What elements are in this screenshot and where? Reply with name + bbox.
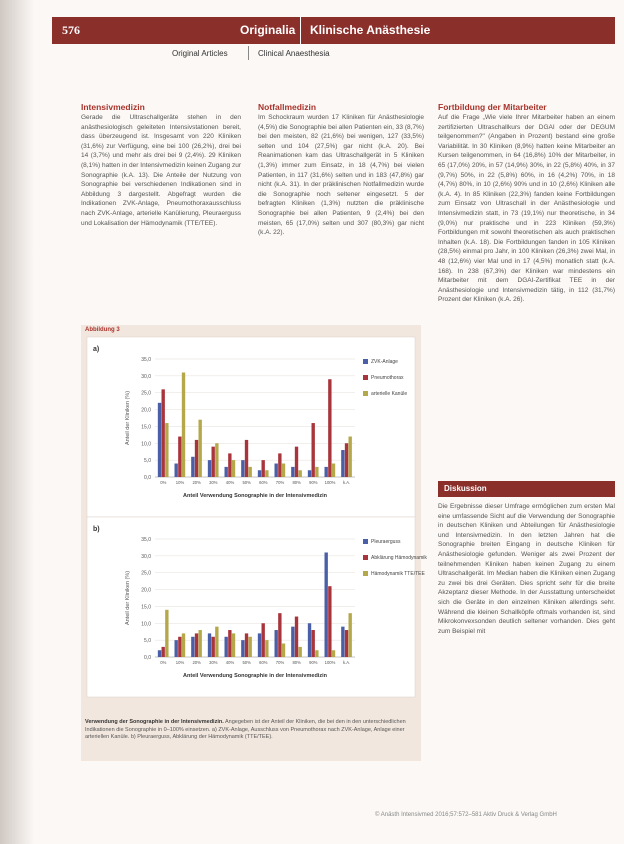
- legend-label: arterielle Kanüle: [371, 391, 408, 397]
- x-tick-label: 70%: [275, 480, 285, 485]
- bar: [208, 460, 211, 477]
- y-tick-label: 15,0: [141, 604, 151, 611]
- x-tick-label: 60%: [259, 480, 268, 485]
- bar: [262, 623, 265, 657]
- bar: [295, 617, 298, 657]
- bar: [228, 630, 231, 657]
- y-tick-label: 15,0: [141, 424, 151, 431]
- y-axis-label: Anteil der Kliniken (%): [125, 390, 131, 446]
- page-shadow: [0, 0, 34, 844]
- caption-text: Angegeben ist der Anteil der Kliniken, die bei den in den unterschiedlichen Indikationen die Sonographie in 0–100% einsetzen. a) ZVK-Anlage, Ausschluss von Pneumothorax nach ZVK-Anlage, Anlage einer arteriellen Kanüle. b) Pleuraerguss, Abklärung der Hämodynamik (TTE/TEE).: [85, 719, 406, 740]
- x-tick-label: 90%: [309, 660, 318, 665]
- bar: [199, 420, 202, 477]
- y-tick-label: 30,0: [141, 553, 151, 560]
- bar: [249, 637, 252, 657]
- x-tick-label: 30%: [209, 660, 218, 665]
- header-divider: [300, 17, 301, 44]
- heading-diskussion-box: [438, 481, 615, 497]
- x-tick-label: 90%: [309, 480, 318, 485]
- bar: [258, 470, 261, 477]
- bar: [232, 633, 235, 657]
- bar: [282, 464, 285, 477]
- bar: [262, 460, 265, 477]
- bar: [232, 460, 235, 477]
- y-tick-label: 20,0: [141, 407, 151, 414]
- subheader-right: Clinical Anaesthesia: [258, 49, 330, 58]
- bar: [175, 464, 178, 477]
- legend-swatch: [363, 359, 368, 364]
- x-tick-label: 50%: [242, 480, 251, 485]
- bar: [199, 630, 202, 657]
- bar: [182, 633, 185, 657]
- bar: [195, 440, 198, 477]
- subheader-divider: [248, 46, 249, 60]
- y-tick-label: 10,0: [141, 621, 151, 628]
- x-axis-label: Anteil Verwendung Sonographie in der Intensivmedizin: [183, 493, 327, 499]
- bar: [291, 467, 294, 477]
- x-tick-label: 50%: [242, 660, 251, 665]
- bar: [215, 627, 218, 657]
- bar: [325, 552, 328, 657]
- legend-label: Pneumothorax: [371, 375, 404, 381]
- bar: [299, 470, 302, 477]
- bar: [349, 613, 352, 657]
- bar: [225, 637, 228, 657]
- header-bar: [52, 17, 615, 44]
- bar: [349, 437, 352, 477]
- x-tick-label: 60%: [259, 660, 268, 665]
- bar: [212, 447, 215, 477]
- x-tick-label: 40%: [225, 660, 235, 665]
- legend-label: Abklärung Hämodynamik: [371, 555, 427, 561]
- heading-fortbildung: Fortbildung der Mitarbeiter: [438, 102, 547, 112]
- bar: [345, 443, 348, 477]
- bar: [212, 637, 215, 657]
- x-tick-label: 40%: [225, 480, 235, 485]
- bar: [258, 633, 261, 657]
- bar: [315, 650, 318, 657]
- bar: [341, 450, 344, 477]
- legend-label: Hämodynamik TTE/TEE: [371, 571, 425, 577]
- bar: [328, 586, 331, 657]
- bar: [165, 610, 168, 657]
- column-diskussion: [438, 502, 615, 802]
- column-intensivmedizin: [81, 102, 241, 312]
- bar: [325, 467, 328, 477]
- page-number: 576: [62, 23, 80, 37]
- bar: [345, 630, 348, 657]
- bar: [178, 437, 181, 477]
- legend-swatch: [363, 571, 368, 576]
- text-notfallmedizin: Im Schockraum wurden 17 Kliniken für Anästhesiologie (4,5%) die Sonographie bei allen Patienten ein, 33 (8,7%) bei den meisten, 82 (21,6%) bei wenigen, 127 (33,5%) selten und 104 (27,5%) gar nicht (k.A. 20). Bei Reanimationen kam das Ultraschallgerät in 5 Kliniken (1,3%) immer zum Einsatz, in 18 (4,7%) bei vielen Patienten, in 117 (31,6%) selten und in 183 (47,8%) gar nicht (k.A. 31). In der präklinischen Notfallmedizin wurde die Sonographie noch seltener eingesetzt. 5 der befragten Kliniken (1,3%) nutzten die präklinische Sonographie bei allen Patienten, 9 (2,4%) bei den meisten, 65 (17,0%) selten und 307 (80,3%) gar nicht (k.A. 22).: [258, 114, 424, 237]
- bar: [162, 389, 165, 477]
- x-tick-label: 20%: [192, 660, 201, 665]
- bar: [332, 650, 335, 657]
- bar: [312, 423, 315, 477]
- y-tick-label: 30,0: [141, 373, 151, 380]
- bar: [178, 637, 181, 657]
- y-tick-label: 25,0: [141, 390, 151, 397]
- figure-3-charts: [81, 325, 427, 717]
- x-tick-label: 100%: [324, 480, 336, 485]
- y-tick-label: 10,0: [141, 441, 151, 448]
- y-axis-label: Anteil der Kliniken (%): [125, 570, 131, 626]
- bar: [278, 453, 281, 477]
- heading-notfallmedizin: Notfallmedizin: [258, 102, 317, 112]
- section-topic: Klinische Anästhesie: [310, 23, 431, 37]
- bar: [299, 647, 302, 657]
- panel-label: b): [93, 526, 100, 533]
- y-tick-label: 0,0: [144, 475, 151, 481]
- bar: [195, 633, 198, 657]
- x-tick-label: 80%: [292, 480, 301, 485]
- figure-caption: [85, 719, 419, 742]
- bar: [208, 633, 211, 657]
- bar: [182, 372, 185, 477]
- bar: [275, 630, 278, 657]
- legend-label: Pleuraerguss: [371, 539, 401, 545]
- bar: [241, 460, 244, 477]
- x-tick-label: k.A.: [343, 660, 351, 665]
- bar: [245, 440, 248, 477]
- bar: [315, 467, 318, 477]
- legend-label: ZVK-Anlage: [371, 359, 398, 365]
- bar: [312, 630, 315, 657]
- x-axis-label: Anteil Verwendung Sonographie in der Intensivmedizin: [183, 673, 327, 679]
- bar: [328, 379, 331, 477]
- bar: [165, 423, 168, 477]
- y-tick-label: 35,0: [141, 357, 151, 363]
- x-tick-label: 10%: [175, 480, 185, 485]
- text-intensivmedizin: Gerade die Ultraschallgeräte stehen in den anästhesiologisch geleiteten Intensivstationen bereit, dass überzeugend ist. Insgesamt von 220 Kliniken (31,6%) zur Verfügung, eine bei 100 (26,2%), drei bei 14 (3,7%) und mehr als drei bei 9 (2,4%). 29 Kliniken (8,1%) hatten in der Intensivmedizin keinen Zugang zur Sonographie (k.A. 13). Die Anteile der Nutzung von Sonographie bei verschiedenen Indikationen sind in Abbildung 3 dargestellt. Abgefragt wurden die Indikationen ZVK-Anlage, Pneumothoraxausschluss nach ZVK-Anlage, arterielle Kanülierung, Pleuraerguss und Lokalisation der Hämodynamik (TTE/TEE).: [81, 114, 241, 227]
- y-tick-label: 5,0: [144, 458, 151, 465]
- x-tick-label: 70%: [275, 660, 285, 665]
- bar: [228, 453, 231, 477]
- column-fortbildung: [438, 102, 615, 478]
- text-diskussion: Die Ergebnisse dieser Umfrage ermöglichen zum ersten Mal eine umfassende Sicht auf die Verwendung der Sonographie in deutschen Kliniken und Abteilungen für Anästhesiologie und Intensivmedizin. In den letzten Jahren hat die Sonographie breiten Eingang in deutsche Kliniken für Anästhesiologie gefunden. Weniger als zwei Prozent der teilnehmenden Kliniken haben keinen Zugang zu einem Ultraschallgerät. Im Median haben die Kliniken einen Zugang zu zwei bis drei Geräten. Dies spricht sehr für die breite Akzeptanz dieser Methode. In der Ausstattung unterscheidet sich die Geräte in den einzelnen Kliniken allerdings sehr. Während die kleinen Schallköpfe oftmals vorhanden ist, sind Mikrokonvexsonden deutlich seltener vorhanden. Dies geht zum Beispiel mit: [438, 503, 615, 635]
- bar: [158, 403, 161, 477]
- legend-swatch: [363, 555, 368, 560]
- legend-swatch: [363, 375, 368, 380]
- x-tick-label: 0%: [160, 480, 167, 485]
- text-fortbildung: Auf die Frage „Wie viele Ihrer Mitarbeiter haben an einem zertifizierten Ultraschallkurs der DGAI oder der DEGUM teilgenommen?" (Angaben in Prozent) bestand eine große Variabilität. In 30 Kliniken (8,9%) hatten keine Mitarbeiter an Kursen teilgenommen, in 64 (16,8%) 10% der Mitarbeiter, in 65 (17,0%) 20%, in 57 (14,9%) 30%, in 22 (5,8%) 40%, in 37 (9,7%) 50%, in 22 (5,8%) 60%, in 16 (4,2%) 70%, in 18 (4,7%) 80%, in 10 (2,6%) 90% und in 10 (2,6%) Kliniken alle (k.A. 4). In 85 Kliniken (22,3%) fanden keine Fortbildungen zum Einsatz von Ultraschall in der Anästhesiologie und Intensivmedizin statt, in 73 (19,1%) nur theoretische, in 34 (9,0%) nur praktische und in 223 Kliniken (59,3%) Fortbildungen mit sowohl theoretischen als auch praktischen Inhalten (k.A. 18). Die Fortbildungen fanden in 105 Kliniken (28,5%) einmal pro Jahr, in 100 Kliniken (26,3%) zwei Mal, in 48 (12,6%) vier Mal und in 17 (4,5%) monatlich statt (k.A. 168). In 238 (67,3%) der Kliniken war mindestens ein Mitarbeiter mit dem DGAI-Zertifikat TEE in der Anästhesiologie und Intensivmedizin tätig, in 112 (31,7%) Prozent der Kliniken (k.A. 26).: [438, 114, 615, 304]
- y-tick-label: 25,0: [141, 570, 151, 577]
- bar: [191, 457, 194, 477]
- x-tick-label: 80%: [292, 660, 301, 665]
- bar: [341, 627, 344, 657]
- column-notfallmedizin: [258, 102, 424, 312]
- legend-swatch: [363, 539, 368, 544]
- bar: [332, 464, 335, 477]
- bar: [275, 464, 278, 477]
- x-tick-label: 30%: [209, 480, 218, 485]
- footer-copyright: © Anästh Intensivmed 2016;57:572–581 Aktiv Druck & Verlag GmbH: [375, 812, 557, 818]
- bar: [278, 613, 281, 657]
- subheader-left: Original Articles: [172, 49, 228, 58]
- bar: [215, 443, 218, 477]
- bar: [241, 640, 244, 657]
- x-tick-label: 0%: [160, 660, 167, 665]
- bar: [308, 623, 311, 657]
- x-tick-label: k.A.: [343, 480, 351, 485]
- y-tick-label: 20,0: [141, 587, 151, 594]
- bar: [282, 644, 285, 657]
- x-tick-label: 20%: [192, 480, 201, 485]
- bar: [295, 447, 298, 477]
- x-tick-label: 100%: [324, 660, 336, 665]
- y-tick-label: 0,0: [144, 655, 151, 661]
- figure-label: Abbildung 3: [85, 327, 120, 333]
- legend-swatch: [363, 391, 368, 396]
- heading-diskussion: Diskussion: [444, 484, 487, 493]
- bar: [308, 470, 311, 477]
- y-tick-label: 35,0: [141, 537, 151, 543]
- section-label: Originalia: [240, 23, 296, 37]
- bar: [162, 647, 165, 657]
- bar: [225, 467, 228, 477]
- bar: [265, 640, 268, 657]
- panel-label: a): [93, 346, 100, 353]
- bar: [158, 650, 161, 657]
- bar: [249, 467, 252, 477]
- y-tick-label: 5,0: [144, 638, 151, 645]
- bar: [175, 640, 178, 657]
- bar: [191, 637, 194, 657]
- figure-3: [81, 325, 427, 761]
- bar: [291, 627, 294, 657]
- x-tick-label: 10%: [175, 660, 185, 665]
- bar: [245, 633, 248, 657]
- caption-title: Verwendung der Sonographie in der Intensivmedizin.: [85, 719, 224, 725]
- heading-intensivmedizin: Intensivmedizin: [81, 102, 145, 112]
- bar: [265, 470, 268, 477]
